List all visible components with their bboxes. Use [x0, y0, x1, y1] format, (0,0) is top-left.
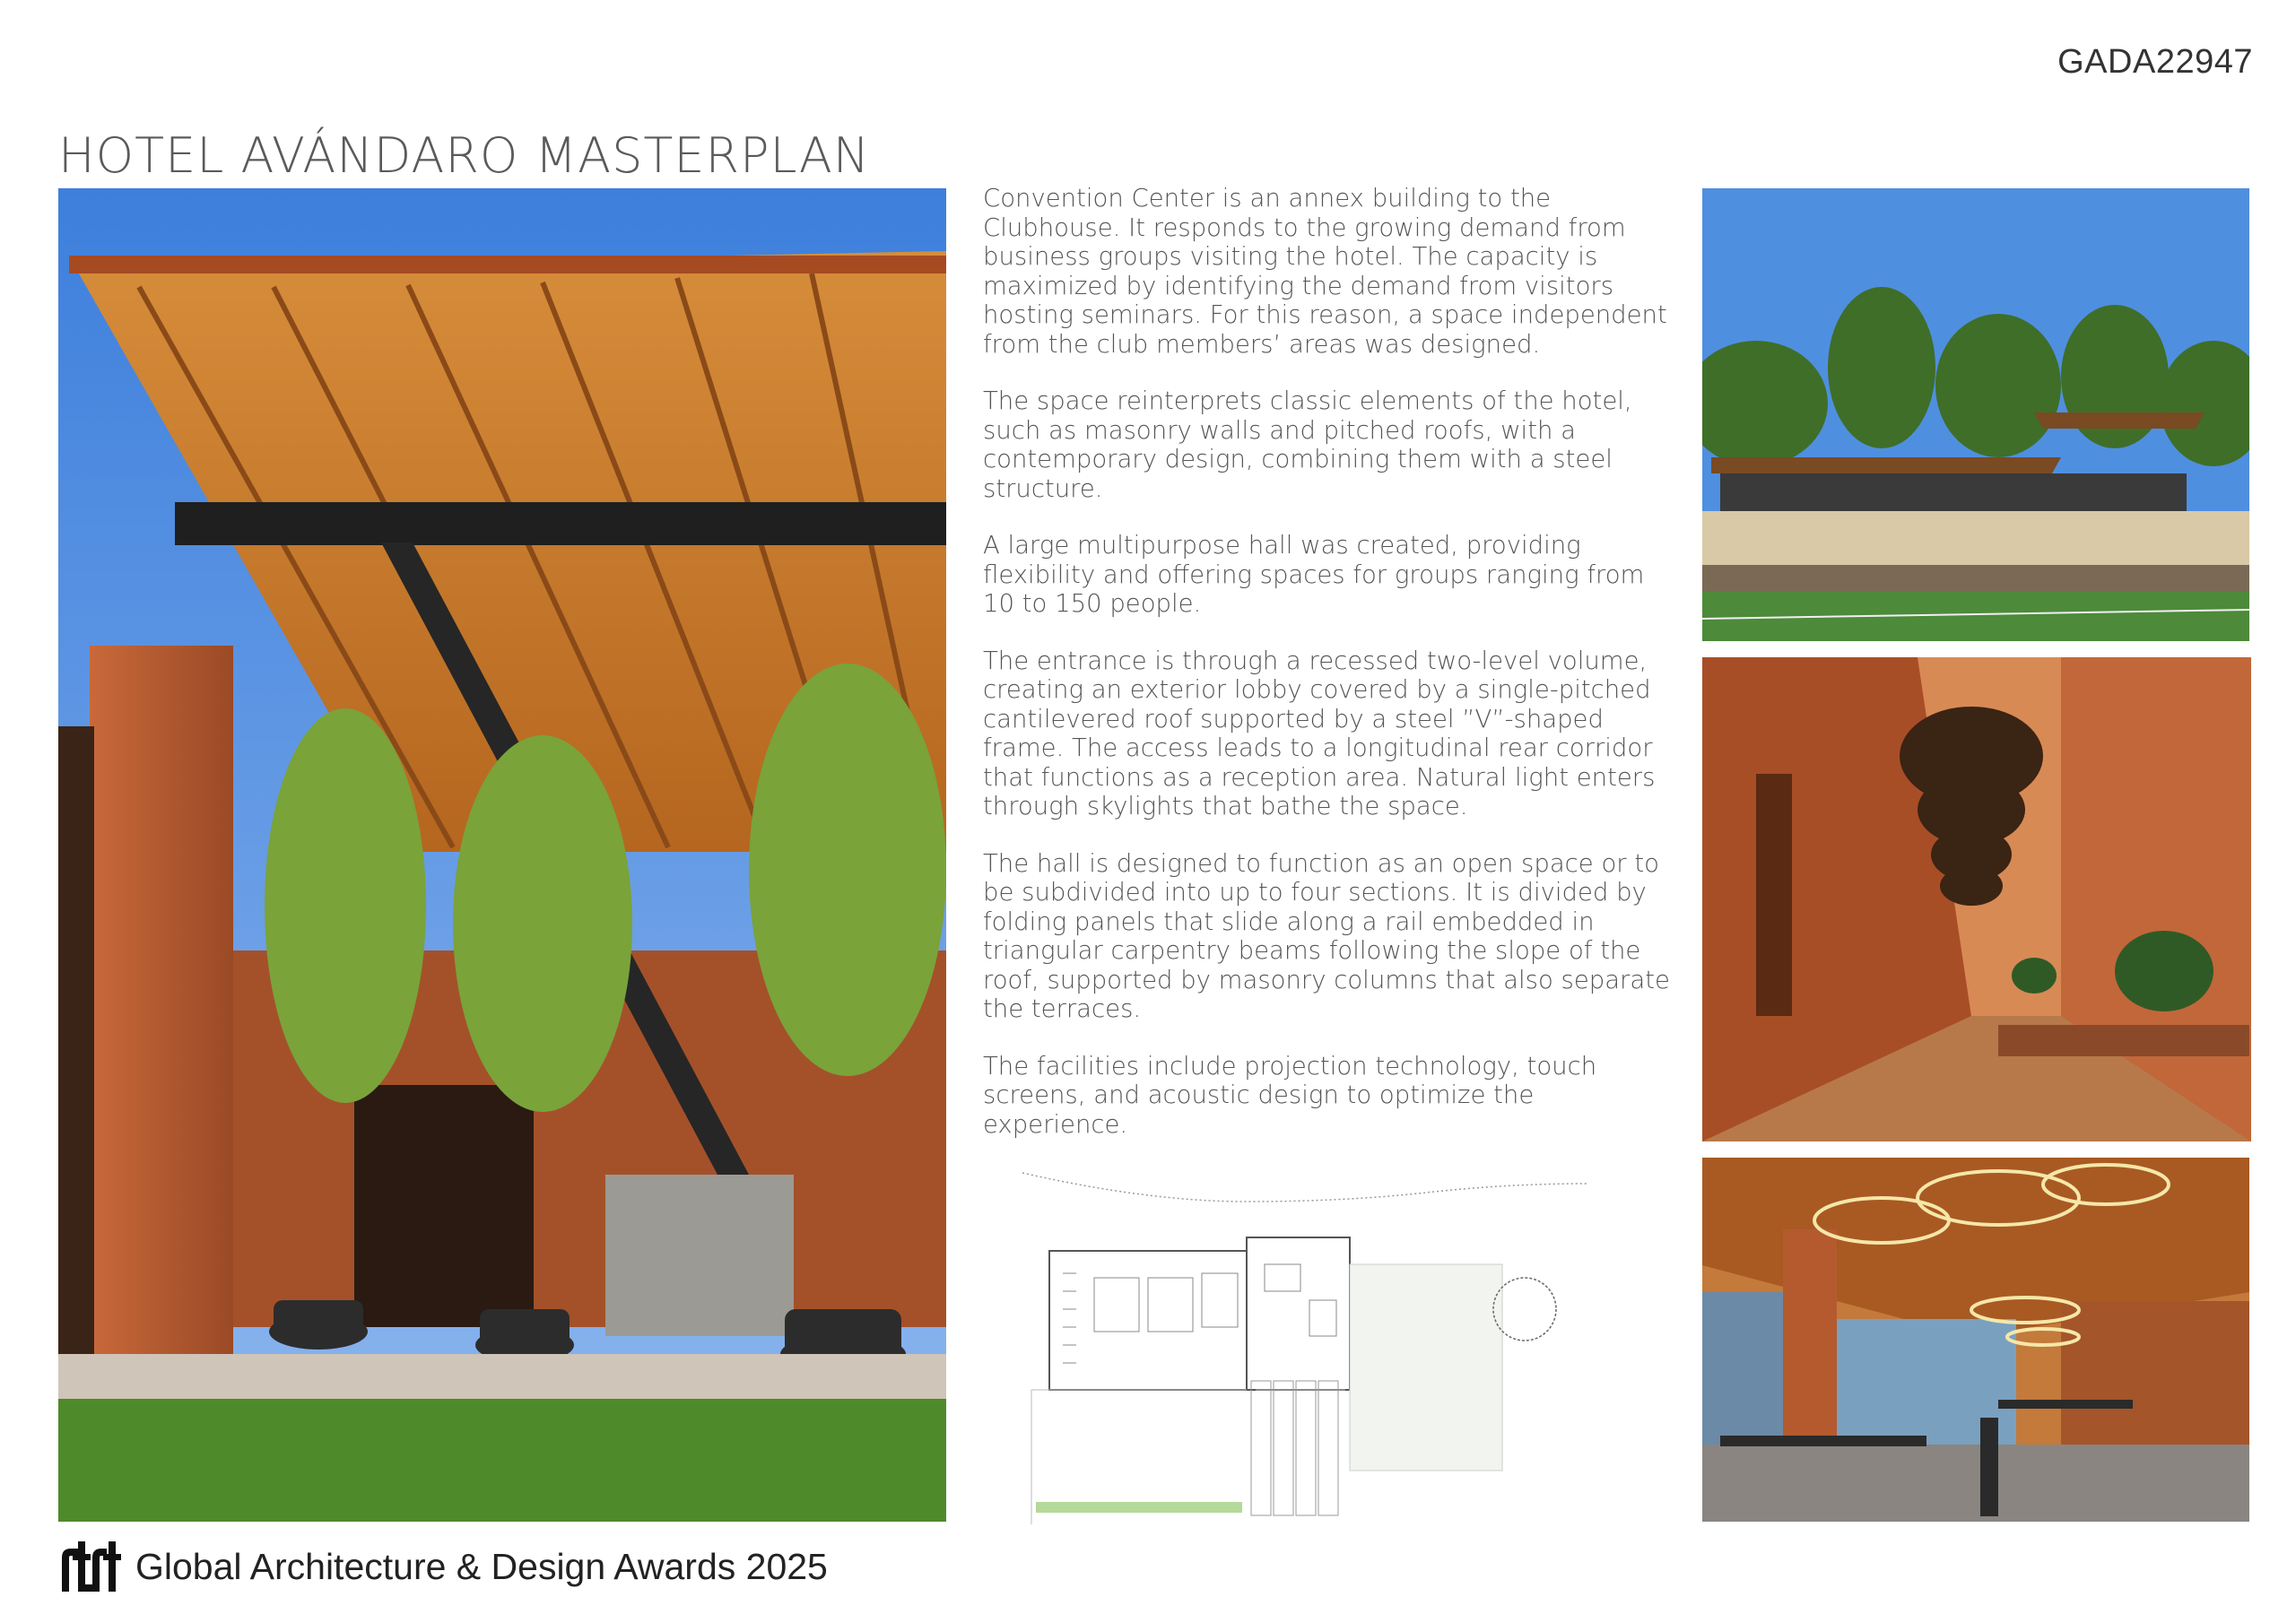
page-title: HOTEL AVÁNDARO MASTERPLAN: [58, 127, 871, 184]
multipurpose-hall-photo: [1702, 1158, 2249, 1522]
description-paragraph: The facilities include projection technology, touch screens, and acoustic design to optimize the experience.: [983, 1051, 1597, 1139]
award-title: Global Architecture & Design Awards 2025: [135, 1545, 828, 1587]
gada-logo-icon: [58, 1538, 123, 1595]
description-paragraph: The entrance is through a recessed two-level volume, creating an exterior lobby covered by a single-pitched cantilevered roof supported by a steel ”V”-shaped frame. The access leads to a longitudinal rear corridor that functions as a reception area. Natural light enters through skylights that bathe the space.: [983, 646, 1656, 820]
floor-plan-drawing: [1013, 1166, 1596, 1524]
exterior-view-photo: [1702, 188, 2249, 641]
description-paragraph: The space reinterprets classic elements of the hotel, such as masonry walls and pitched roofs, with a contemporary design, combining them with a steel structure.: [983, 386, 1632, 503]
footer: [58, 1535, 828, 1598]
project-code: GADA22947: [2057, 43, 2253, 81]
main-entrance-photo: [58, 188, 946, 1522]
description-paragraph: Convention Center is an annex building to the Clubhouse. It responds to the growing demand from business groups visiting the hotel. The capacity is maximized by identifying the demand from visitors hosting seminars. For this reason, a space independent from the club members’ areas was designed.: [983, 184, 1667, 359]
project-description: [983, 184, 1683, 1167]
corridor-photo: [1702, 657, 2251, 1141]
description-paragraph: The hall is designed to function as an open space or to be subdivided into up to four sections. It is divided by folding panels that slide along a rail embedded in triangular carpentry beams following the slope of the roof, supported by masonry columns that also separate the terraces.: [983, 848, 1670, 1023]
description-paragraph: A large multipurpose hall was created, providing flexibility and offering spaces for groups ranging from 10 to 150 people.: [983, 531, 1645, 618]
